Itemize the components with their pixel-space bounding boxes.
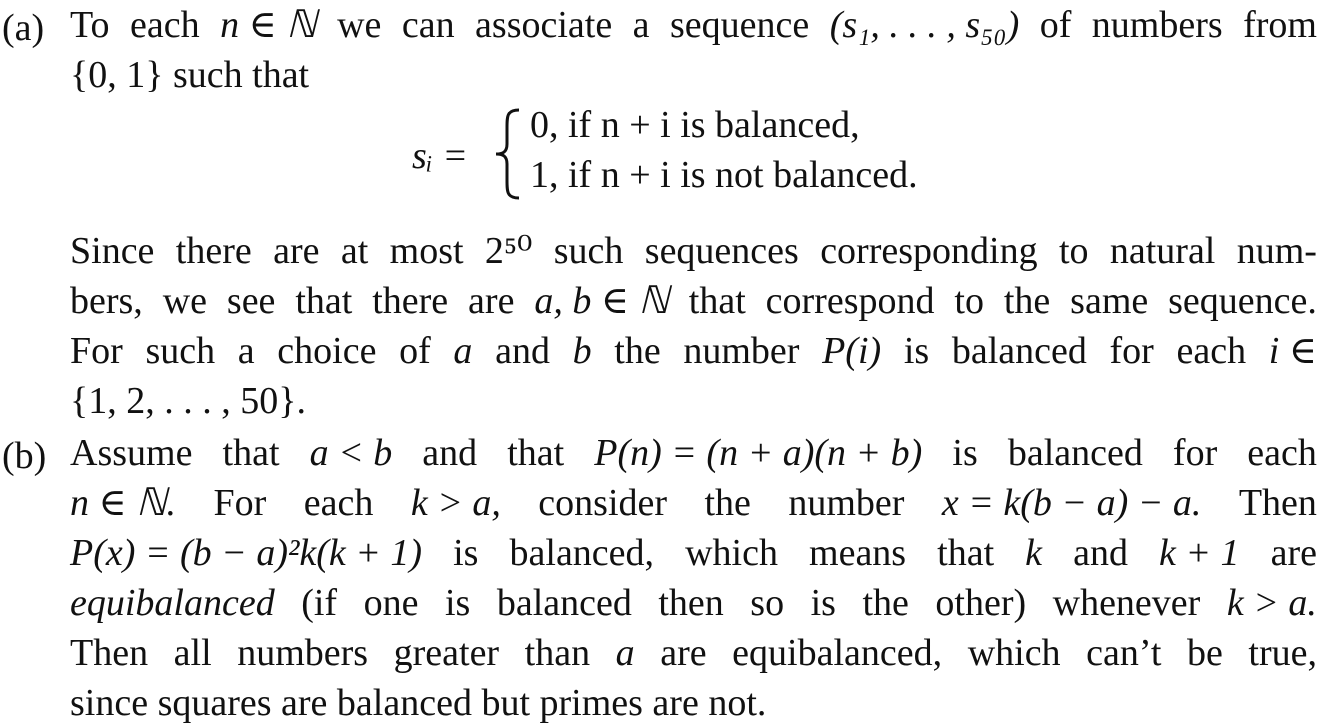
word: correspond xyxy=(765,280,935,322)
word: balanced xyxy=(1007,432,1143,474)
word: and xyxy=(422,432,478,474)
word: a xyxy=(632,4,650,46)
word: means xyxy=(809,532,907,574)
word: is xyxy=(952,432,978,474)
word: each xyxy=(130,4,200,46)
word: that xyxy=(295,280,353,322)
math-a-lt-b: a < b xyxy=(309,432,393,474)
word: Since xyxy=(70,230,155,272)
word: that xyxy=(222,432,280,474)
word: sequences xyxy=(644,230,799,272)
math-si: sᵢ = xyxy=(412,135,468,177)
word: so xyxy=(750,582,785,624)
part-b-line-4 xyxy=(70,584,1317,622)
word: there xyxy=(372,280,449,322)
word: is xyxy=(453,532,479,574)
word: associate xyxy=(475,4,613,46)
part-a-line-2: {0, 1} such that xyxy=(70,54,310,96)
word: Then xyxy=(1238,482,1317,524)
word: the xyxy=(1003,280,1051,322)
word: all xyxy=(173,632,212,674)
word: true, xyxy=(1248,632,1317,674)
word: such xyxy=(553,230,624,272)
word: be xyxy=(1186,632,1223,674)
math-k-gt-a: k > a. xyxy=(1226,582,1317,624)
part-a-para-line-2 xyxy=(70,282,1317,320)
word: sequence xyxy=(669,4,810,46)
math-n-in-N: n ∈ ℕ. xyxy=(70,482,177,524)
word: For xyxy=(213,482,267,524)
word: most xyxy=(389,230,464,272)
word: balanced xyxy=(951,330,1087,372)
word: then xyxy=(658,582,724,624)
word: which xyxy=(967,632,1061,674)
word: choice xyxy=(277,330,377,372)
word: sequence. xyxy=(1168,280,1317,322)
math-k: k xyxy=(1025,532,1043,574)
math-P-x: P(x) = (b − a)²k(k + 1) xyxy=(70,532,423,574)
word: are xyxy=(468,280,515,322)
word: numbers xyxy=(1091,4,1223,46)
word: num- xyxy=(1236,230,1317,272)
word: each xyxy=(1176,330,1247,372)
word: we xyxy=(162,280,208,322)
part-a-label: (a) xyxy=(2,7,45,49)
part-a-para-line-3 xyxy=(70,332,1317,370)
word: which xyxy=(685,532,778,574)
part-b-line-2 xyxy=(70,484,1317,522)
math-a-b-in-N: a, b ∈ ℕ xyxy=(534,280,669,322)
math-a: a xyxy=(453,330,473,372)
word: corresponding xyxy=(820,230,1038,272)
part-b-line-6: since squares are balanced but primes are not. xyxy=(70,682,767,724)
word: that xyxy=(688,280,746,322)
word: is xyxy=(444,582,471,624)
word: Then xyxy=(70,632,149,674)
word: for xyxy=(1172,432,1218,474)
word: same xyxy=(1070,280,1149,322)
word: For xyxy=(70,330,123,372)
word: of xyxy=(399,330,431,372)
math-2-pow-50: 2⁵⁰ xyxy=(484,230,533,272)
definition-lhs xyxy=(412,134,468,178)
word: are xyxy=(1270,532,1317,574)
word: and xyxy=(495,330,550,372)
word: can’t xyxy=(1086,632,1162,674)
word: numbers xyxy=(237,632,369,674)
word: at xyxy=(340,230,369,272)
word: that xyxy=(507,432,565,474)
part-b-line-5 xyxy=(70,634,1317,672)
word: the xyxy=(862,582,909,624)
word: is xyxy=(810,582,836,624)
word: than xyxy=(524,632,591,674)
word: from xyxy=(1243,4,1317,46)
word: that xyxy=(937,532,995,574)
word: a xyxy=(237,330,255,372)
word: To xyxy=(70,4,110,46)
case-balanced: 0, if n + i is balanced, xyxy=(530,104,860,146)
word: (if xyxy=(301,582,338,624)
word: number xyxy=(683,330,800,372)
word: number xyxy=(788,482,905,524)
word: balanced, xyxy=(509,532,655,574)
math-i-in: i ∈ xyxy=(1268,330,1317,372)
term-equibalanced: equibalanced xyxy=(70,582,275,624)
word: and xyxy=(1073,532,1128,574)
word: consider xyxy=(538,482,668,524)
word: bers, xyxy=(70,280,143,322)
word: for xyxy=(1109,330,1154,372)
part-b-label: (b) xyxy=(2,435,47,477)
part-a-para-line-4: {1, 2, . . . , 50}. xyxy=(70,380,306,422)
word: Assume xyxy=(70,432,193,474)
word: are xyxy=(660,632,707,674)
word: greater xyxy=(393,632,500,674)
word: we xyxy=(337,4,382,46)
math-k-gt-a: k > a, xyxy=(410,482,501,524)
word: to xyxy=(1058,230,1089,272)
math-x-def: x = k(b − a) − a. xyxy=(941,482,1202,524)
part-a-para-line-1 xyxy=(70,232,1317,270)
word: each xyxy=(303,482,374,524)
word: to xyxy=(954,280,984,322)
word: such xyxy=(145,330,216,372)
math-k-plus-1: k + 1 xyxy=(1159,532,1240,574)
word: of xyxy=(1039,4,1072,46)
word: each xyxy=(1247,432,1317,474)
word: the xyxy=(704,482,751,524)
word: can xyxy=(401,4,455,46)
word: see xyxy=(226,280,276,322)
part-b-line-3 xyxy=(70,534,1317,572)
math-n-in-N: n ∈ ℕ xyxy=(220,4,317,46)
word: other) xyxy=(935,582,1027,624)
word: natural xyxy=(1109,230,1216,272)
word: the xyxy=(614,330,661,372)
word: equibalanced, xyxy=(732,632,943,674)
word: there xyxy=(175,230,252,272)
word: balanced xyxy=(496,582,632,624)
left-brace-icon xyxy=(493,108,523,200)
part-b-line-1 xyxy=(70,434,1317,472)
word: whenever xyxy=(1052,582,1201,624)
math-sequence: (s₁, . . . , s₅₀) xyxy=(829,4,1020,46)
word: one xyxy=(363,582,419,624)
case-not-balanced: 1, if n + i is not balanced. xyxy=(530,154,918,196)
math-P-n: P(n) = (n + a)(n + b) xyxy=(594,432,923,474)
part-a-line-1 xyxy=(70,6,1317,44)
math-P-i: P(i) xyxy=(822,330,882,372)
math-b: b xyxy=(572,330,592,372)
math-a: a xyxy=(615,632,635,674)
word: is xyxy=(903,330,930,372)
word: are xyxy=(273,230,320,272)
